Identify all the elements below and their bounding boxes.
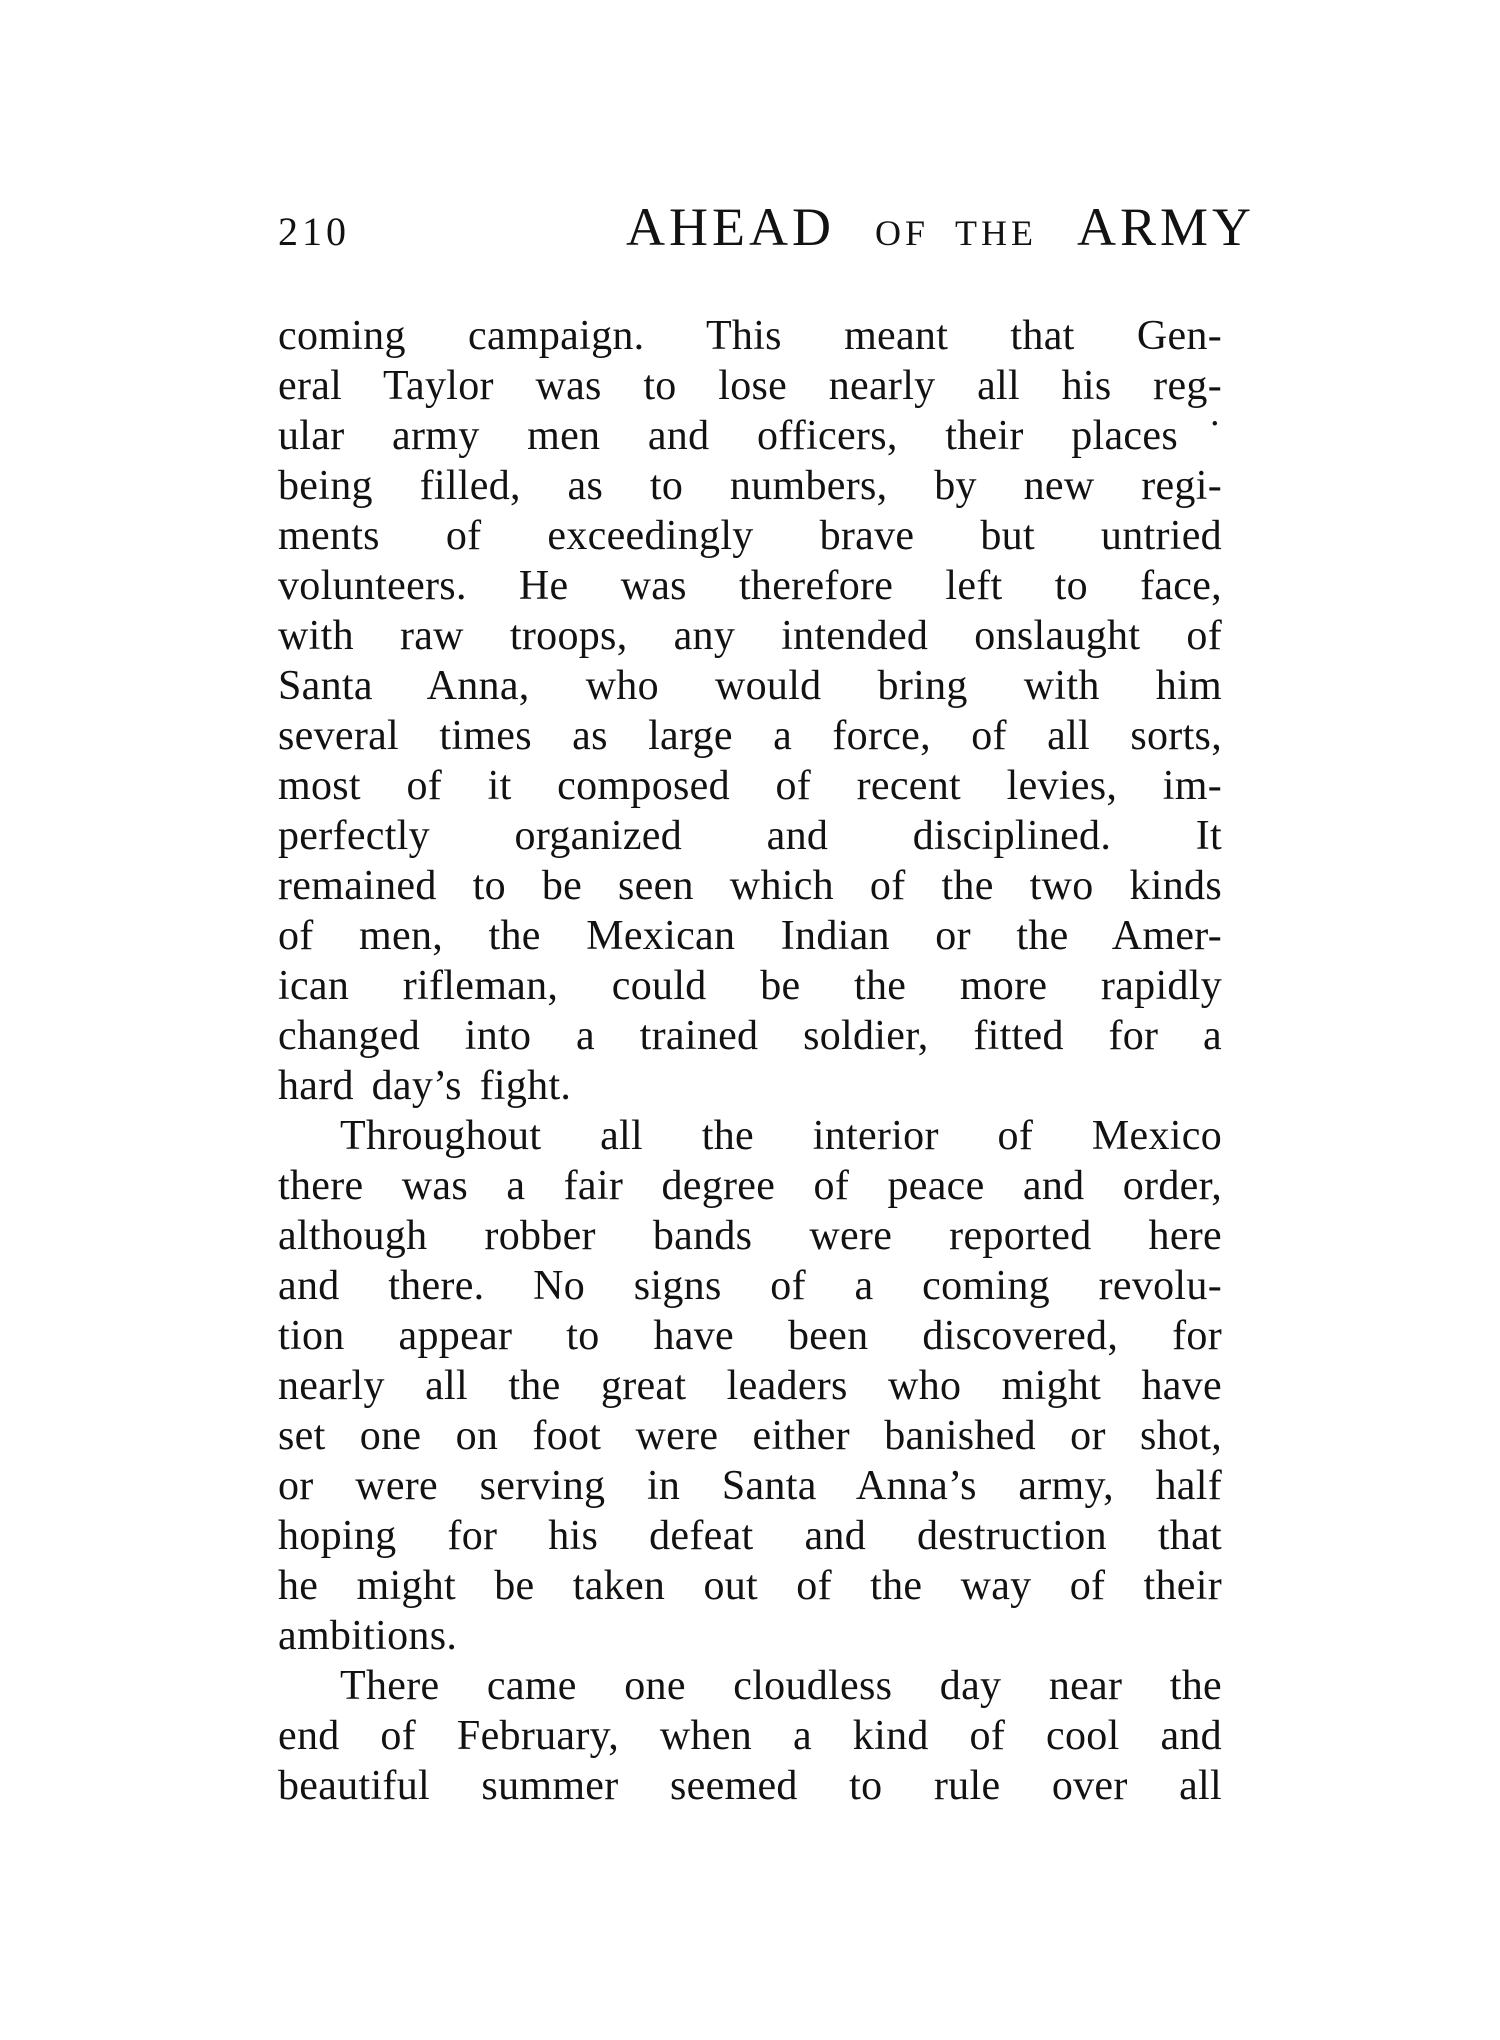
text-line: being filled, as to numbers, by new regi- bbox=[278, 463, 1222, 509]
text-line: nearly all the great leaders who might have bbox=[278, 1363, 1222, 1409]
text-line: tion appear to have been discovered, for bbox=[278, 1313, 1222, 1359]
text-line: most of it composed of recent levies, im- bbox=[278, 763, 1222, 809]
text-line: or were serving in Santa Anna’s army, half bbox=[278, 1463, 1222, 1509]
text-line: There came one cloudless day near the bbox=[340, 1663, 1222, 1709]
text-line: ambitions. bbox=[278, 1613, 458, 1659]
text-line: Throughout all the interior of Mexico bbox=[340, 1113, 1222, 1159]
text-line: hoping for his defeat and destruction that bbox=[278, 1513, 1222, 1559]
page-body bbox=[278, 311, 1222, 1811]
page-number: 210 bbox=[278, 209, 350, 254]
text-line: Santa Anna, who would bring with him bbox=[278, 663, 1222, 709]
text-line: several times as large a force, of all sorts, bbox=[278, 713, 1222, 759]
text-line: remained to be seen which of the two kinds bbox=[278, 863, 1222, 909]
text-line: ular army men and officers, their places˙ bbox=[278, 413, 1222, 459]
text-line: set one on foot were either banished or shot, bbox=[278, 1413, 1222, 1459]
text-line: volunteers. He was therefore left to face, bbox=[278, 563, 1222, 609]
text-line: eral Taylor was to lose nearly all his reg- bbox=[278, 363, 1222, 409]
text-line: there was a fair degree of peace and order, bbox=[278, 1163, 1222, 1209]
text-line: coming campaign. This meant that Gen- bbox=[278, 313, 1222, 359]
text-line: of men, the Mexican Indian or the Amer- bbox=[278, 913, 1222, 959]
text-line: although robber bands were reported here bbox=[278, 1213, 1222, 1259]
text-line: beautiful summer seemed to rule over all bbox=[278, 1763, 1222, 1809]
title-word-the: THE bbox=[955, 213, 1037, 253]
text-line: end of February, when a kind of cool and bbox=[278, 1713, 1222, 1759]
running-header bbox=[278, 197, 1256, 257]
text-line: and there. No signs of a coming revolu- bbox=[278, 1263, 1222, 1309]
page-title bbox=[626, 197, 1256, 257]
title-word-of: OF bbox=[874, 213, 930, 253]
text-line: he might be taken out of the way of their bbox=[278, 1563, 1222, 1609]
text-line: with raw troops, any intended onslaught of bbox=[278, 613, 1222, 659]
text-line: ican rifleman, could be the more rapidly bbox=[278, 963, 1222, 1009]
text-line: changed into a trained soldier, fitted for a bbox=[278, 1013, 1222, 1059]
text-line: ments of exceedingly brave but untried bbox=[278, 513, 1222, 559]
text-line: perfectly organized and disciplined. It bbox=[278, 813, 1222, 859]
title-word-ahead: AHEAD bbox=[626, 197, 835, 257]
text-line: hard day’s fight. bbox=[278, 1063, 572, 1109]
title-word-army: ARMY bbox=[1077, 197, 1256, 257]
